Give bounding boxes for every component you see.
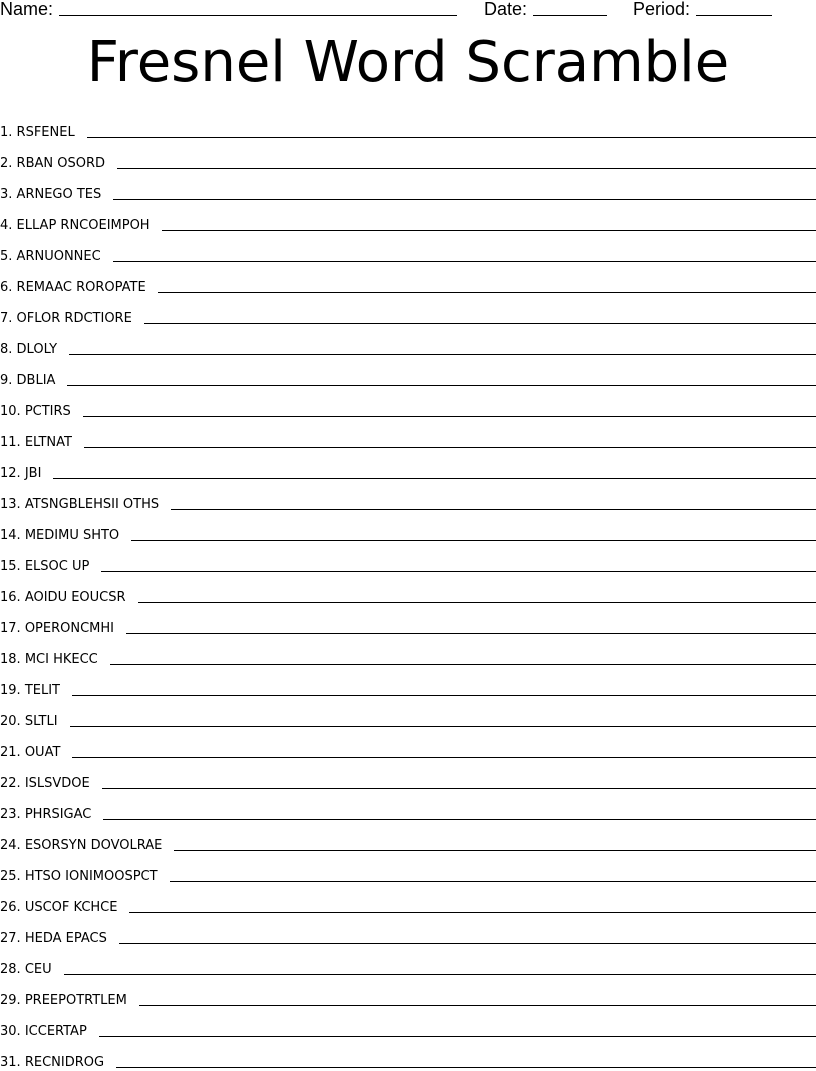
- answer-line[interactable]: [113, 261, 816, 262]
- scrambled-word: ELLAP RNCOEIMPOH: [16, 218, 150, 233]
- answer-line[interactable]: [87, 137, 816, 138]
- answer-line[interactable]: [83, 416, 816, 417]
- answer-line[interactable]: [139, 1005, 816, 1006]
- item-number: 28.: [0, 962, 21, 977]
- answer-line[interactable]: [70, 726, 816, 727]
- list-item: [0, 761, 816, 792]
- item-number: 31.: [0, 1055, 21, 1070]
- scrambled-word: MCI HKECC: [24, 652, 98, 667]
- list-item: [0, 141, 816, 172]
- scrambled-word: ARNUONNEC: [16, 249, 101, 264]
- page-title: Fresnel Word Scramble: [86, 30, 730, 95]
- item-number: 11.: [0, 435, 21, 450]
- period-label: Period:: [633, 0, 691, 19]
- answer-line[interactable]: [117, 168, 816, 169]
- scrambled-word: PCTIRS: [24, 404, 71, 419]
- date-blank-line[interactable]: [533, 15, 607, 16]
- answer-line[interactable]: [126, 633, 816, 634]
- answer-line[interactable]: [174, 850, 816, 851]
- scrambled-word: HTSO IONIMOOSPCT: [24, 869, 158, 884]
- item-number: 27.: [0, 931, 21, 946]
- list-item: [0, 699, 816, 730]
- scrambled-word: PREEPOTRTLEM: [24, 993, 127, 1008]
- answer-line[interactable]: [171, 509, 816, 510]
- item-number: 21.: [0, 745, 21, 760]
- scrambled-word: ISLSVDOE: [24, 776, 90, 791]
- list-item: [0, 451, 816, 482]
- item-number: 26.: [0, 900, 21, 915]
- scrambled-word: PHRSIGAC: [24, 807, 92, 822]
- answer-line[interactable]: [110, 664, 816, 665]
- scrambled-word: DBLIA: [16, 373, 56, 388]
- list-item: [0, 234, 816, 265]
- scrambled-word: MEDIMU SHTO: [24, 528, 120, 543]
- scrambled-word: OPERONCMHI: [24, 621, 115, 636]
- scrambled-word: AOIDU EOUCSR: [24, 590, 126, 605]
- name-field[interactable]: [0, 0, 457, 19]
- list-item: [0, 823, 816, 854]
- answer-line[interactable]: [116, 1067, 816, 1068]
- answer-line[interactable]: [99, 1036, 816, 1037]
- list-item: [0, 420, 816, 451]
- answer-line[interactable]: [72, 695, 816, 696]
- scrambled-word: ESORSYN DOVOLRAE: [24, 838, 163, 853]
- item-number: 19.: [0, 683, 21, 698]
- name-blank-line[interactable]: [59, 15, 457, 16]
- list-item: [0, 637, 816, 668]
- item-number: 8.: [0, 342, 13, 357]
- scrambled-word: RBAN OSORD: [16, 156, 106, 171]
- list-item: [0, 389, 816, 420]
- scrambled-word: OFLOR RDCTIORE: [16, 311, 132, 326]
- item-number: 20.: [0, 714, 21, 729]
- list-item: [0, 172, 816, 203]
- list-item: [0, 916, 816, 947]
- item-number: 3.: [0, 187, 13, 202]
- answer-line[interactable]: [129, 912, 816, 913]
- name-label: Name:: [0, 0, 54, 19]
- item-number: 25.: [0, 869, 21, 884]
- item-number: 7.: [0, 311, 13, 326]
- answer-line[interactable]: [84, 447, 816, 448]
- list-item: [0, 1009, 816, 1040]
- item-number: 30.: [0, 1024, 21, 1039]
- scrambled-word: RSFENEL: [16, 125, 75, 140]
- scrambled-word: CEU: [24, 962, 52, 977]
- item-number: 16.: [0, 590, 21, 605]
- scrambled-word: ELTNAT: [24, 435, 72, 450]
- answer-line[interactable]: [170, 881, 816, 882]
- answer-line[interactable]: [102, 788, 816, 789]
- scrambled-word: REMAAC ROROPATE: [16, 280, 146, 295]
- item-number: 13.: [0, 497, 21, 512]
- scrambled-word: SLTLI: [24, 714, 58, 729]
- answer-line[interactable]: [131, 540, 816, 541]
- list-item: [0, 544, 816, 575]
- list-item: [0, 792, 816, 823]
- item-number: 9.: [0, 373, 13, 388]
- scrambled-word: DLOLY: [16, 342, 58, 357]
- scrambled-word: ELSOC UP: [24, 559, 90, 574]
- item-number: 12.: [0, 466, 21, 481]
- list-item: [0, 296, 816, 327]
- answer-line[interactable]: [138, 602, 816, 603]
- item-number: 24.: [0, 838, 21, 853]
- answer-line[interactable]: [53, 478, 816, 479]
- item-number: 17.: [0, 621, 21, 636]
- item-number: 14.: [0, 528, 21, 543]
- list-item: [0, 265, 816, 296]
- item-number: 15.: [0, 559, 21, 574]
- list-item: [0, 513, 816, 544]
- item-number: 6.: [0, 280, 13, 295]
- item-number: 2.: [0, 156, 13, 171]
- list-item: [0, 606, 816, 637]
- worksheet-header: [0, 0, 816, 22]
- list-item: [0, 327, 816, 358]
- list-item: [0, 730, 816, 761]
- answer-line[interactable]: [158, 292, 816, 293]
- answer-line[interactable]: [144, 323, 816, 324]
- date-label: Date:: [484, 0, 528, 19]
- item-number: 1.: [0, 125, 13, 140]
- item-number: 23.: [0, 807, 21, 822]
- list-item: [0, 482, 816, 513]
- item-number: 22.: [0, 776, 21, 791]
- period-field[interactable]: [633, 0, 772, 19]
- list-item: [0, 358, 816, 389]
- scrambled-word: ARNEGO TES: [16, 187, 102, 202]
- scrambled-word: USCOF KCHCE: [24, 900, 118, 915]
- scrambled-word: HEDA EPACS: [24, 931, 107, 946]
- scrambled-word: OUAT: [24, 745, 61, 760]
- answer-line[interactable]: [69, 354, 816, 355]
- answer-line[interactable]: [101, 571, 816, 572]
- item-number: 10.: [0, 404, 21, 419]
- scrambled-word: ATSNGBLEHSII OTHS: [24, 497, 160, 512]
- scrambled-word: RECNIDROG: [24, 1055, 105, 1070]
- scrambled-word: TELIT: [24, 683, 61, 698]
- list-item: [0, 854, 816, 885]
- answer-line[interactable]: [72, 757, 816, 758]
- answer-line[interactable]: [103, 819, 816, 820]
- list-item: [0, 947, 816, 978]
- scrambled-word: JBI: [24, 466, 42, 481]
- answer-line[interactable]: [113, 199, 816, 200]
- list-item: [0, 668, 816, 699]
- scrambled-word: ICCERTAP: [24, 1024, 87, 1039]
- answer-line[interactable]: [67, 385, 816, 386]
- list-item: [0, 203, 816, 234]
- item-number: 18.: [0, 652, 21, 667]
- period-blank-line[interactable]: [696, 15, 772, 16]
- list-item: [0, 110, 816, 141]
- answer-line[interactable]: [64, 974, 816, 975]
- answer-line[interactable]: [119, 943, 816, 944]
- date-field[interactable]: [484, 0, 607, 19]
- list-item: [0, 978, 816, 1009]
- list-item: [0, 575, 816, 606]
- item-number: 5.: [0, 249, 13, 264]
- item-number: 29.: [0, 993, 21, 1008]
- item-number: 4.: [0, 218, 13, 233]
- list-item: [0, 885, 816, 916]
- answer-line[interactable]: [162, 230, 816, 231]
